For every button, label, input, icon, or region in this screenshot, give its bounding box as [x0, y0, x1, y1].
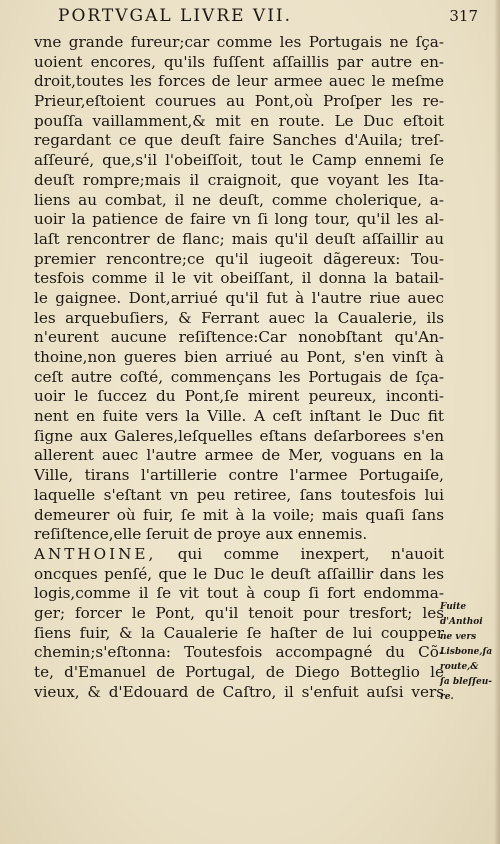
- text-line: laſt rencontrer de flanc; mais qu'il deuſt aſſaillir au: [34, 229, 444, 248]
- margin-note-line: Lisbone,ſa: [440, 647, 493, 657]
- text-line: nent en fuite vers la Ville. A ceſt inſtant le Duc fit: [34, 407, 444, 426]
- text-line: uoir la patience de faire vn ſi long tour, qu'il les al-: [34, 210, 444, 229]
- text-line: regardant ce que deuſt faire Sanches d'Auila; treſ-: [34, 131, 444, 150]
- margin-note-line: ne vers: [440, 632, 477, 642]
- text-line-last: reſiſtence,elle ſeruit de proye aux ennemis.: [34, 525, 368, 544]
- text-line: uoir le ſuccez du Pont,ſe mirent peureux, inconti-: [34, 387, 444, 406]
- text-line: ſigne aux Galeres,leſquelles eſtans deſarborees s'en: [34, 426, 444, 445]
- text-line: n'eurent aucune reſiſtence:Car nonobſtant qu'An-: [34, 328, 444, 347]
- page-edge-shadow: [494, 0, 500, 844]
- text-line: deuſt rompre;mais il craignoit, que voyant les Ita-: [34, 170, 444, 189]
- marginal-note: [440, 600, 500, 705]
- text-line: Prieur,eſtoient courues au Pont,où Proſper les re-: [34, 92, 444, 111]
- text-line: ceſt autre coſté, commençans les Portugais de ſça-: [34, 367, 444, 386]
- text-line: pouſſa vaillamment,& mit en route. Le Duc eſtoit: [34, 111, 444, 130]
- margin-note-line: re.: [440, 692, 454, 702]
- text-line: thoine,non gueres bien arriué au Pont, s'en vinſt à: [34, 348, 444, 366]
- text-line: liens au combat, il ne deuſt, comme cholerique, a-: [34, 190, 444, 209]
- main-text-block: [34, 33, 444, 702]
- paragraph-opening-line: [34, 545, 444, 565]
- text-line: logis,comme il ſe vit tout à coup ſi fort endomma-: [34, 584, 444, 603]
- text-line: laquelle s'eſtant vn peu retiree, ſans toutesfois lui: [34, 485, 444, 504]
- margin-note-line: route,&: [440, 662, 479, 672]
- text-line: oncques penſé, que le Duc le deuſt aſſaillir dans les: [34, 564, 444, 583]
- text-line: te, d'Emanuel de Portugal, de Diego Botteglio le: [34, 663, 444, 681]
- text-line: droit,toutes les forces de leur armee auec le meſme: [34, 72, 444, 91]
- paragraph-lead-word: ANTHOINE,: [34, 544, 157, 563]
- text-line: premier rencontre;ce qu'il iugeoit dãgereux: Tou-: [34, 249, 444, 268]
- margin-note-line: ſa bleſſeu-: [440, 677, 493, 687]
- text-line: ſiens fuir, & la Caualerie ſe haſter de lui coupper: [34, 623, 444, 642]
- text-line: chemin;s'eſtonna: Toutesfois accompagné du Cõ-: [34, 643, 444, 662]
- text-line: aſſeuré, que,s'il l'obeiſſoit, tout le Camp ennemi ſe: [34, 151, 444, 170]
- text-line: Ville, tirans l'artillerie contre l'armee Portugaiſe,: [34, 466, 444, 485]
- paragraph-opening-text: qui comme inexpert, n'auoit: [156, 544, 444, 563]
- text-line: ger; forcer le Pont, qu'il tenoit pour tresfort; les: [34, 603, 444, 622]
- text-line: tesfois comme il le vit obeiſſant, il donna la batail-: [34, 269, 444, 288]
- running-title: PORTVGAL LIVRE VII.: [58, 6, 293, 26]
- text-line: vieux, & d'Edouard de Caſtro, il s'enfuit auſsi vers: [34, 682, 444, 701]
- text-line: uoient encores, qu'ils fuſſent aſſaillis par autre en-: [34, 52, 444, 71]
- page-header: [58, 6, 478, 28]
- page-number: 317: [449, 7, 478, 25]
- text-line: allerent auec l'autre armee de Mer, voguans en la: [34, 446, 444, 465]
- text-line: demeurer où fuir, ſe mit à la voile; mais quaſi ſans: [34, 505, 444, 524]
- text-line: vne grande fureur;car comme les Portugais ne ſça-: [34, 33, 444, 51]
- text-line: les arquebuſiers, & Ferrant auec la Caualerie, ils: [34, 308, 444, 327]
- margin-note-line: d'Anthoi: [440, 617, 483, 627]
- text-line: le gaignee. Dont,arriué qu'il fut à l'autre riue auec: [34, 288, 444, 307]
- margin-note-line: Fuite: [440, 602, 467, 612]
